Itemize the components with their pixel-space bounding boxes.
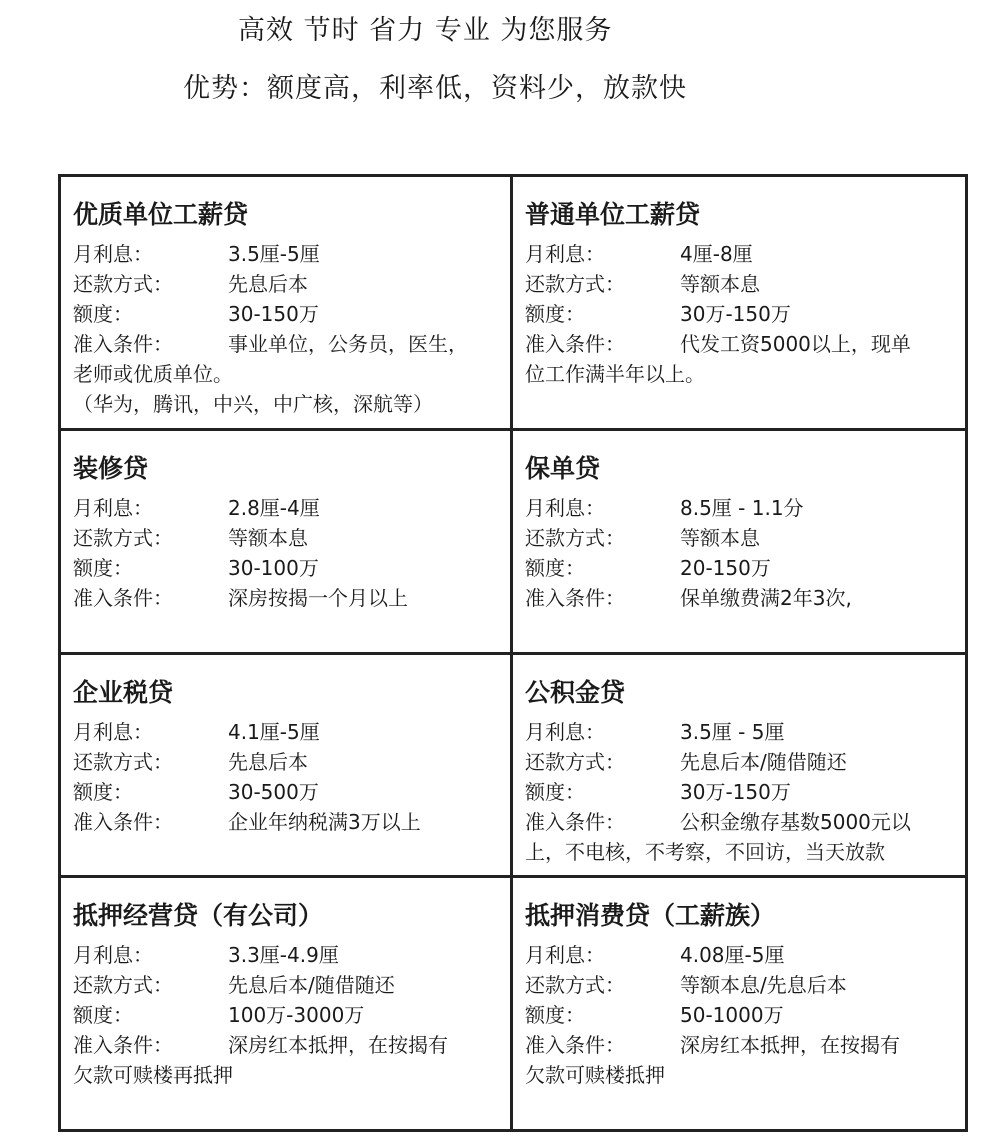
rate-label: 月利息：: [525, 720, 605, 744]
condition-label: 准入条件：: [525, 810, 625, 834]
amount-label: 额度：: [73, 556, 133, 580]
rate-label: 月利息：: [525, 496, 605, 520]
product-card-renovation-loan: [61, 431, 513, 655]
condition-row: [73, 329, 498, 359]
amount-row: [73, 1000, 498, 1030]
product-card-policy-loan: [513, 431, 965, 655]
rate-value: 4厘-8厘: [680, 242, 753, 266]
rate-label: 月利息：: [73, 496, 153, 520]
condition-label: 准入条件：: [525, 1033, 625, 1057]
amount-value: 30-100万: [228, 556, 319, 580]
condition-value: 深房红本抵押，在按揭有: [680, 1033, 900, 1057]
rate-label: 月利息：: [525, 242, 605, 266]
product-card-enterprise-tax-loan: [61, 655, 513, 878]
rate-value: 4.08厘-5厘: [680, 943, 785, 967]
amount-label: 额度：: [73, 302, 133, 326]
advantages-line: 优势：额度高，利率低，资料少，放款快: [183, 73, 687, 104]
repay-value: 先息后本/随借随还: [680, 750, 847, 774]
condition-row: [525, 1030, 953, 1060]
repay-label: 还款方式：: [73, 750, 173, 774]
condition-continued: 上，不电核，不考察，不回访，当天放款: [525, 840, 885, 864]
rate-label: 月利息：: [73, 720, 153, 744]
repay-value: 等额本息: [680, 272, 760, 296]
rate-row: [525, 717, 953, 747]
repay-label: 还款方式：: [73, 973, 173, 997]
amount-value: 30-150万: [228, 302, 319, 326]
condition-label: 准入条件：: [73, 332, 173, 356]
repay-value: 等额本息: [228, 526, 308, 550]
product-title: 抵押消费贷（工薪族）: [525, 901, 776, 930]
product-card-regular-salary-loan: [513, 177, 965, 431]
product-title: 装修贷: [73, 454, 149, 483]
repay-value: 等额本息/先息后本: [680, 973, 847, 997]
product-card-mortgage-consumer-loan: [513, 878, 965, 1129]
condition-continued: 老师或优质单位。: [73, 362, 233, 386]
repay-row: [73, 269, 498, 299]
condition-value: 保单缴费满2年3次,: [680, 586, 852, 610]
rate-row: [73, 717, 498, 747]
product-title: 抵押经营贷（有公司）: [73, 901, 324, 930]
condition-value: 深房按揭一个月以上: [228, 586, 408, 610]
condition-continued: 欠款可赎楼抵押: [525, 1063, 665, 1087]
condition-value: 公积金缴存基数5000元以: [680, 810, 911, 834]
rate-value: 2.8厘-4厘: [228, 496, 320, 520]
repay-label: 还款方式：: [525, 526, 625, 550]
condition-label: 准入条件：: [73, 1033, 173, 1057]
product-title: 优质单位工薪贷: [73, 200, 249, 229]
amount-value: 30万-150万: [680, 302, 791, 326]
rate-value: 8.5厘 - 1.1分: [680, 496, 804, 520]
amount-value: 30-500万: [228, 780, 319, 804]
condition-continued: 欠款可赎楼再抵押: [73, 1063, 233, 1087]
rate-value: 3.3厘-4.9厘: [228, 943, 339, 967]
amount-label: 额度：: [525, 556, 585, 580]
amount-label: 额度：: [73, 780, 133, 804]
condition-label: 准入条件：: [73, 810, 173, 834]
amount-value: 30万-150万: [680, 780, 791, 804]
amount-row: [525, 553, 953, 583]
product-card-mortgage-business-loan: [61, 878, 513, 1129]
product-title: 公积金贷: [525, 678, 626, 707]
condition-examples: （华为，腾讯，中兴，中广核，深航等）: [73, 392, 433, 416]
condition-row: [525, 807, 953, 837]
repay-row: [73, 970, 498, 1000]
repay-row: [73, 523, 498, 553]
rate-row: [73, 493, 498, 523]
condition-label: 准入条件：: [73, 586, 173, 610]
product-title: 保单贷: [525, 454, 601, 483]
repay-label: 还款方式：: [73, 272, 173, 296]
condition-row: [525, 329, 953, 359]
amount-row: [525, 777, 953, 807]
condition-continued: 位工作满半年以上。: [525, 362, 705, 386]
repay-label: 还款方式：: [525, 973, 625, 997]
amount-label: 额度：: [525, 1003, 585, 1027]
condition-row: [73, 807, 498, 837]
rate-value: 3.5厘 - 5厘: [680, 720, 785, 744]
rate-row: [73, 239, 498, 269]
repay-value: 等额本息: [680, 526, 760, 550]
repay-label: 还款方式：: [73, 526, 173, 550]
condition-value: 事业单位，公务员，医生，: [228, 332, 468, 356]
repay-label: 还款方式：: [525, 750, 625, 774]
amount-label: 额度：: [525, 302, 585, 326]
condition-row: [73, 583, 498, 613]
product-grid: [58, 174, 968, 1132]
condition-value: 代发工资5000以上，现单: [680, 332, 911, 356]
amount-row: [73, 553, 498, 583]
rate-label: 月利息：: [525, 943, 605, 967]
amount-row: [73, 299, 498, 329]
condition-row: [525, 583, 953, 613]
product-title: 企业税贷: [73, 678, 174, 707]
slogan: 高效 节时 省力 专业 为您服务: [238, 15, 613, 46]
rate-row: [73, 940, 498, 970]
condition-value: 企业年纳税满3万以上: [228, 810, 421, 834]
condition-value: 深房红本抵押，在按揭有: [228, 1033, 448, 1057]
amount-label: 额度：: [73, 1003, 133, 1027]
rate-row: [525, 940, 953, 970]
repay-row: [525, 747, 953, 777]
repay-row: [73, 747, 498, 777]
rate-value: 4.1厘-5厘: [228, 720, 320, 744]
amount-label: 额度：: [525, 780, 585, 804]
condition-label: 准入条件：: [525, 586, 625, 610]
product-card-housing-fund-loan: [513, 655, 965, 878]
rate-label: 月利息：: [73, 943, 153, 967]
amount-row: [525, 1000, 953, 1030]
repay-row: [525, 970, 953, 1000]
rate-value: 3.5厘-5厘: [228, 242, 320, 266]
repay-value: 先息后本/随借随还: [228, 973, 395, 997]
amount-row: [73, 777, 498, 807]
repay-row: [525, 269, 953, 299]
product-title: 普通单位工薪贷: [525, 200, 701, 229]
repay-value: 先息后本: [228, 750, 308, 774]
condition-row: [73, 1030, 498, 1060]
repay-row: [525, 523, 953, 553]
rate-label: 月利息：: [73, 242, 153, 266]
repay-value: 先息后本: [228, 272, 308, 296]
condition-label: 准入条件：: [525, 332, 625, 356]
amount-value: 20-150万: [680, 556, 771, 580]
rate-row: [525, 493, 953, 523]
amount-value: 100万-3000万: [228, 1003, 365, 1027]
repay-label: 还款方式：: [525, 272, 625, 296]
amount-value: 50-1000万: [680, 1003, 784, 1027]
product-card-quality-salary-loan: [61, 177, 513, 431]
amount-row: [525, 299, 953, 329]
rate-row: [525, 239, 953, 269]
